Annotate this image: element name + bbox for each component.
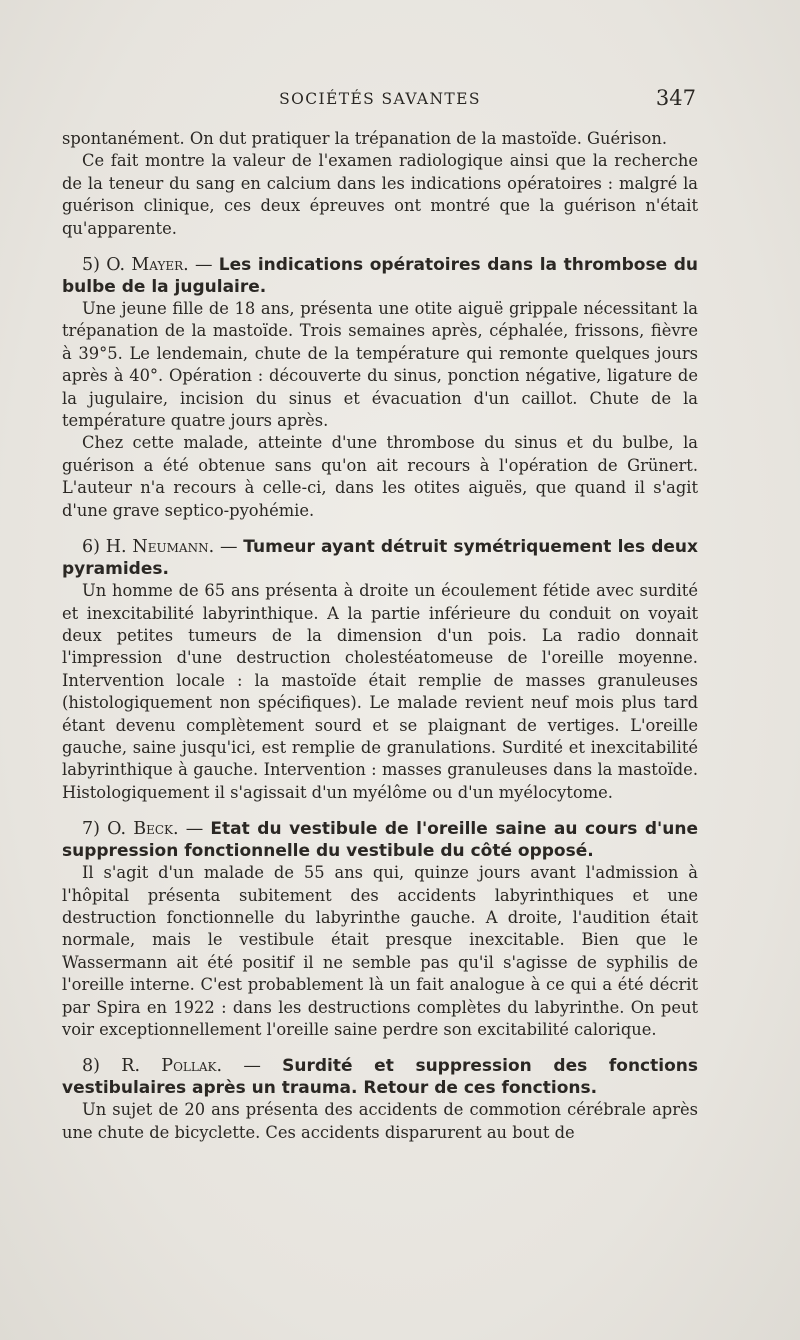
- section-heading: [62, 536, 698, 580]
- section-dash: —: [194, 255, 213, 276]
- section-5: [62, 254, 698, 522]
- section-dash: —: [185, 819, 204, 840]
- section-author: R. Pollak.: [121, 1056, 223, 1077]
- section-number: 6): [82, 537, 100, 558]
- section-dash: —: [243, 1056, 261, 1077]
- running-head: SOCIÉTÉS SAVANTES: [279, 90, 481, 108]
- section-paragraph: Chez cette malade, atteinte d'une thrombose du sinus et du bulbe, la guérison a été obtenue sans qu'on ait recours à l'opération de Grünert. L'auteur n'a recours à celle-ci, dans les otites aiguës, que quand il s'agit d'une grave septico-pyohémie.: [62, 433, 698, 520]
- section-7: [62, 818, 698, 1041]
- section-title: Les indications opératoires dans la thrombose du bulbe de la jugulaire.: [62, 255, 698, 298]
- section-8: [62, 1055, 698, 1144]
- page-header: [60, 86, 700, 116]
- section-title: Surdité et suppression des fonctions vestibulaires après un trauma. Retour de ces fonctions.: [62, 1056, 698, 1099]
- article-body: [62, 128, 698, 1144]
- section-author: O. Beck.: [107, 819, 179, 840]
- section-heading: [62, 1055, 698, 1099]
- section-paragraph: Un sujet de 20 ans présenta des accidents de commotion cérébrale après une chute de bicyclette. Ces accidents disparurent au bout de: [62, 1100, 698, 1142]
- section-number: 7): [82, 819, 100, 840]
- section-heading: [62, 818, 698, 862]
- section-number: 5): [82, 255, 100, 276]
- section-author: O. Mayer.: [106, 255, 189, 276]
- section-heading: [62, 254, 698, 298]
- page-number: 347: [655, 86, 696, 110]
- section-paragraph: Un homme de 65 ans présenta à droite un écoulement fétide avec surdité et inexcitabilité labyrinthique. A la partie inférieure du conduit on voyait deux petites tumeurs de la dimension d'un pois. La radio donnait l'impression d'une destruction cholestéatomeuse de l'oreille moyenne. Intervention locale : la mastoïde était remplie de masses granuleuses (histologiquement non spécifiques). Le malade revient neuf mois plus tard étant devenu complètement sourd et se plaignant de vertiges. L'oreille gauche, saine jusqu'ici, est remplie de granulations. Surdité et inexcitabilité labyrinthique à gauche. Intervention : masses granuleuses dans la mastoïde. Histologiquement il s'agissait d'un myélôme ou d'un myélocytome.: [62, 581, 698, 802]
- section-paragraph: Il s'agit d'un malade de 55 ans qui, quinze jours avant l'admission à l'hôpital présenta subitement des accidents labyrinthiques et une destruction fonctionnelle du labyrinthe gauche. A droite, l'audition était normale, mais le vestibule était presque inexcitable. Bien que le Wassermann ait été positif il ne semble pas qu'il s'agisse de syphilis de l'oreille interne. C'est probablement là un fait analogue à ce qui a été décrit par Spira en 1922 : dans les destructions complètes du labyrinthe. On peut voir exceptionnellement l'oreille saine perdre son excitabilité calorique.: [62, 863, 698, 1039]
- intro-paragraph: spontanément. On dut pratiquer la trépanation de la mastoïde. Guérison.: [62, 129, 667, 148]
- section-number: 8): [82, 1056, 100, 1077]
- section-author: H. Neumann.: [105, 537, 215, 558]
- section-paragraph: Une jeune fille de 18 ans, présenta une otite aiguë grippale nécessitant la trépanation de la mastoïde. Trois semaines après, céphalée, frissons, fièvre à 39°5. Le lendemain, chute de la température qui remonte quelques jours après à 40°. Opération : découverte du sinus, ponction négative, ligature de la jugulaire, incision du sinus et évacuation d'un caillot. Chute de la température quatre jours après.: [62, 299, 698, 431]
- section-title: Tumeur ayant détruit symétriquement les deux pyramides.: [62, 537, 698, 580]
- intro-paragraph: Ce fait montre la valeur de l'examen radiologique ainsi que la recherche de la teneur du sang en calcium dans les indications opératoires : malgré la guérison clinique, ces deux épreuves ont montré que la guérison n'était qu'apparente.: [62, 151, 698, 238]
- section-6: [62, 536, 698, 804]
- section-title: Etat du vestibule de l'oreille saine au cours d'une suppression fonctionnelle du vestibule du côté opposé.: [62, 819, 698, 862]
- section-dash: —: [219, 537, 238, 558]
